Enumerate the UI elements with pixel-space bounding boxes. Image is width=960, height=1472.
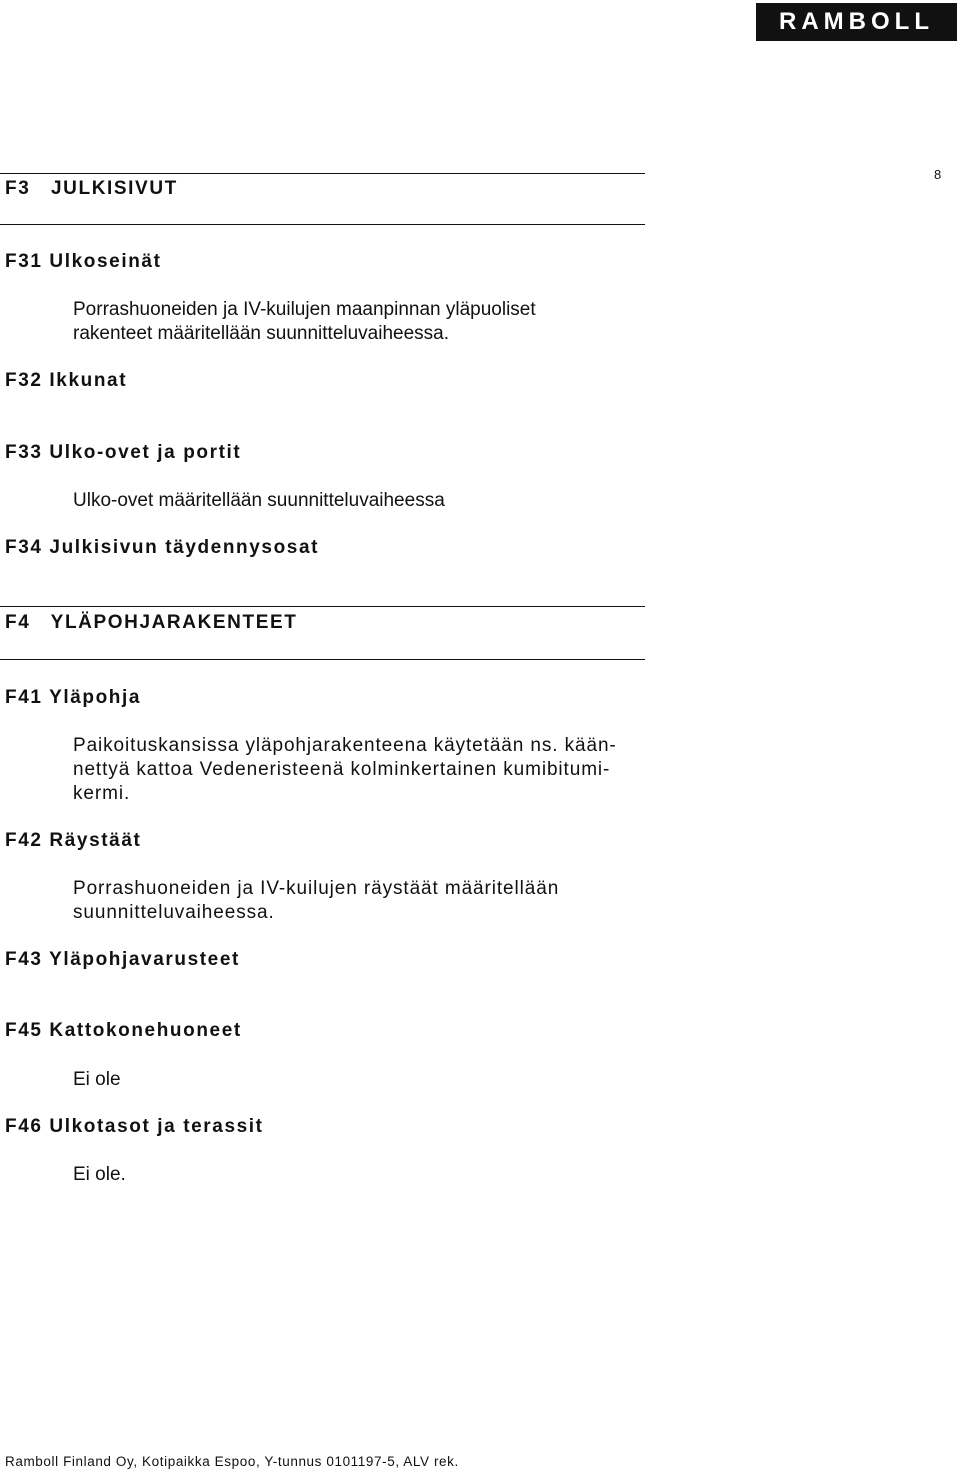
page-number: 8 <box>934 167 942 182</box>
paragraph-f33 <box>73 489 445 513</box>
paragraph-f31 <box>73 298 536 346</box>
paragraph-line: Porrashuoneiden ja IV-kuilujen räystäät määritellään <box>73 878 560 899</box>
section-rule-top <box>0 173 645 174</box>
heading-f41: F41 Yläpohja <box>5 687 142 708</box>
paragraph-line: suunnitteluvaiheessa. <box>73 902 275 923</box>
paragraph-f42 <box>73 877 559 925</box>
paragraph-line: rakenteet määritellään suunnitteluvaiheessa. <box>73 323 450 344</box>
paragraph-f46 <box>73 1163 126 1187</box>
section-heading-f4: F4 YLÄPOHJARAKENTEET <box>5 612 298 633</box>
paragraph-f45 <box>73 1068 121 1092</box>
paragraph-line: kermi. <box>73 783 131 804</box>
page-footer: Ramboll Finland Oy, Kotipaikka Espoo, Y-tunnus 0101197-5, ALV rek. <box>5 1454 459 1469</box>
paragraph-line: nettyä kattoa Vedeneristeenä kolminkertainen kumibitumi- <box>73 759 611 780</box>
heading-f34: F34 Julkisivun täydennysosat <box>5 537 320 558</box>
paragraph-line: Ei ole <box>73 1069 121 1090</box>
heading-f42: F42 Räystäät <box>5 830 142 851</box>
paragraph-line: Ei ole. <box>73 1164 126 1185</box>
heading-f43: F43 Yläpohjavarusteet <box>5 949 240 970</box>
paragraph-f41 <box>73 734 617 806</box>
paragraph-line: Ulko-ovet määritellään suunnitteluvaiheessa <box>73 490 445 511</box>
section-rule-bottom <box>0 224 645 225</box>
ramboll-logo: RAMBOLL <box>756 3 957 41</box>
section-heading-f3: F3 JULKISIVUT <box>5 178 178 199</box>
section-rule-bottom <box>0 659 645 660</box>
heading-f32: F32 Ikkunat <box>5 370 128 391</box>
heading-f46: F46 Ulkotasot ja terassit <box>5 1116 264 1137</box>
heading-f31: F31 Ulkoseinät <box>5 251 162 272</box>
heading-f45: F45 Kattokonehuoneet <box>5 1020 242 1041</box>
paragraph-line: Paikoituskansissa yläpohjarakenteena käytetään ns. kään- <box>73 735 617 756</box>
heading-f33: F33 Ulko-ovet ja portit <box>5 442 242 463</box>
paragraph-line: Porrashuoneiden ja IV-kuilujen maanpinnan yläpuoliset <box>73 299 536 320</box>
section-rule-top <box>0 606 645 607</box>
